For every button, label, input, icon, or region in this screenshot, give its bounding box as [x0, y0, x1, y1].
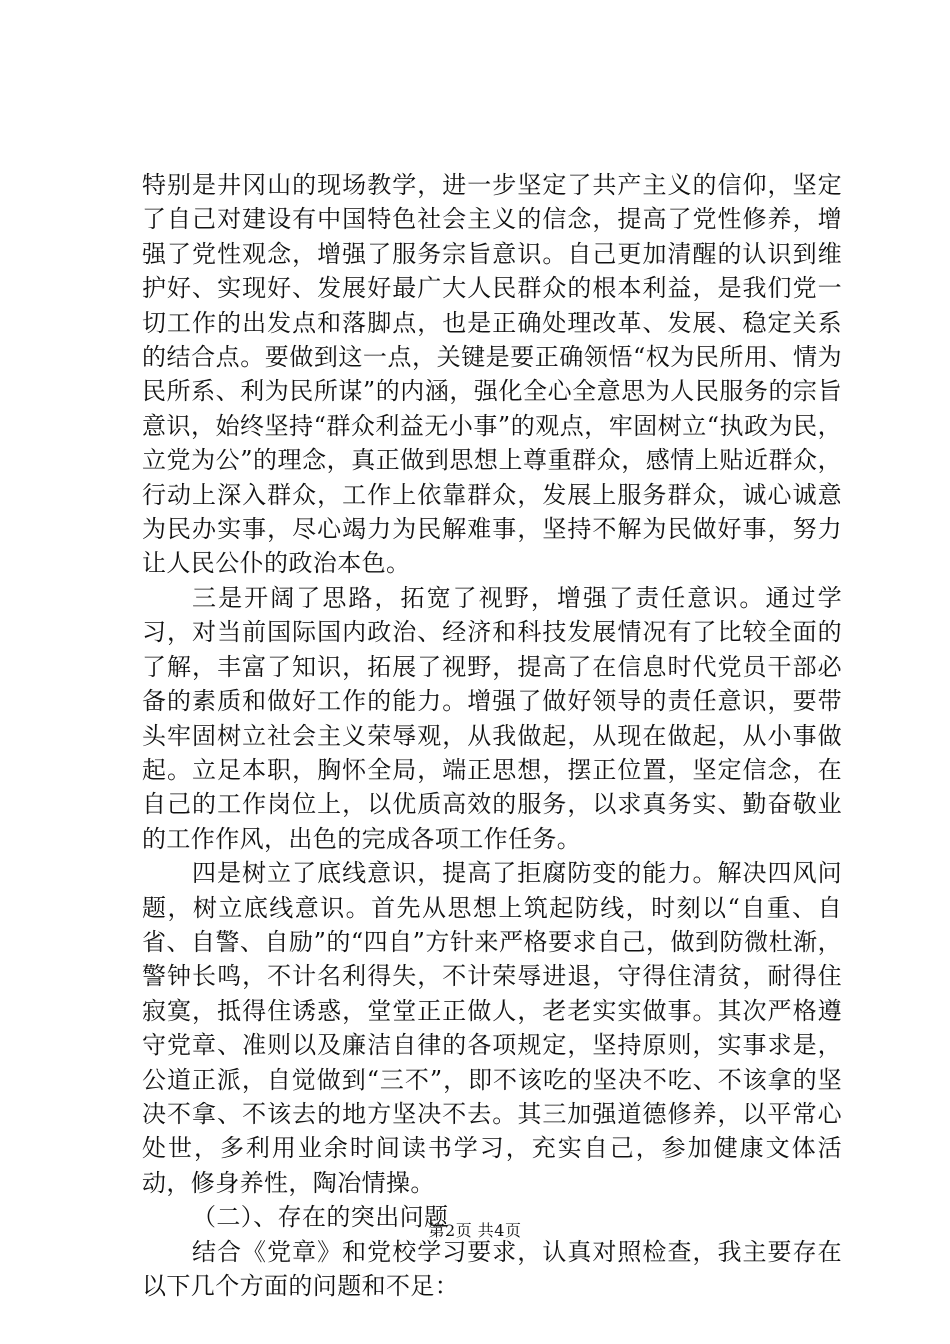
page-number-footer: 第2页 共4页	[428, 1221, 522, 1240]
paragraph-5: 结合《党章》和党校学习要求，认真对照检查，我主要存在以下几个方面的问题和不足：	[142, 1237, 842, 1300]
document-body	[142, 168, 842, 1303]
paragraph-2: 三是开阔了思路，拓宽了视野，增强了责任意识。通过学习，对当前国际国内政治、经济和科技发展情况有了比较全面的了解，丰富了知识，拓展了视野，提高了在信息时代党员干部必备的素质和做好工作的能力。增强了做好领导的责任意识，要带头牢固树立社会主义荣辱观，从我做起，从现在做起，从小事做起。立足本职，胸怀全局，端正思想，摆正位置，坚定信念，在自己的工作岗位上，以优质高效的服务，以求真务实、勤奋敬业的工作作风，出色的完成各项工作任务。	[142, 583, 842, 853]
paragraph-3: 四是树立了底线意识，提高了拒腐防变的能力。解决四风问题，树立底线意识。首先从思想上筑起防线，时刻以“自重、自省、自警、自励”的“四自”方针来严格要求自己，做到防微杜渐，警钟长鸣，不计名利得失，不计荣辱进退，守得住清贫，耐得住寂寞，抵得住诱惑，堂堂正正做人，老老实实做事。其次严格遵守党章、准则以及廉洁自律的各项规定，坚持原则，实事求是，公道正派，自觉做到“三不”，即不该吃的坚决不吃、不该拿的坚决不拿、不该去的地方坚决不去。其三加强道德修养，以平常心处世，多利用业余时间读书学习，充实自己，参加健康文体活动，修身养性，陶冶情操。	[142, 859, 842, 1197]
section-heading: （二）、存在的突出问题	[192, 1203, 449, 1232]
paragraph-1: 特别是井冈山的现场教学，进一步坚定了共产主义的信仰，坚定了自己对建设有中国特色社会主义的信念，提高了党性修养，增强了党性观念，增强了服务宗旨意识。自己更加清醒的认识到维护好、实现好、发展好最广大人民群众的根本利益，是我们党一切工作的出发点和落脚点，也是正确处理改革、发展、稳定关系的结合点。要做到这一点，关键是要正确领悟“权为民所用、情为民所系、利为民所谋”的内涵，强化全心全意思为人民服务的宗旨意识，始终坚持“群众利益无小事”的观点，牢固树立“执政为民，立党为公”的理念，真正做到思想上尊重群众，感情上贴近群众，行动上深入群众，工作上依靠群众，发展上服务群众，诚心诚意为民办实事，尽心竭力为民解难事，坚持不解为民做好事，努力让人民公仆的政治本色。	[142, 171, 842, 578]
